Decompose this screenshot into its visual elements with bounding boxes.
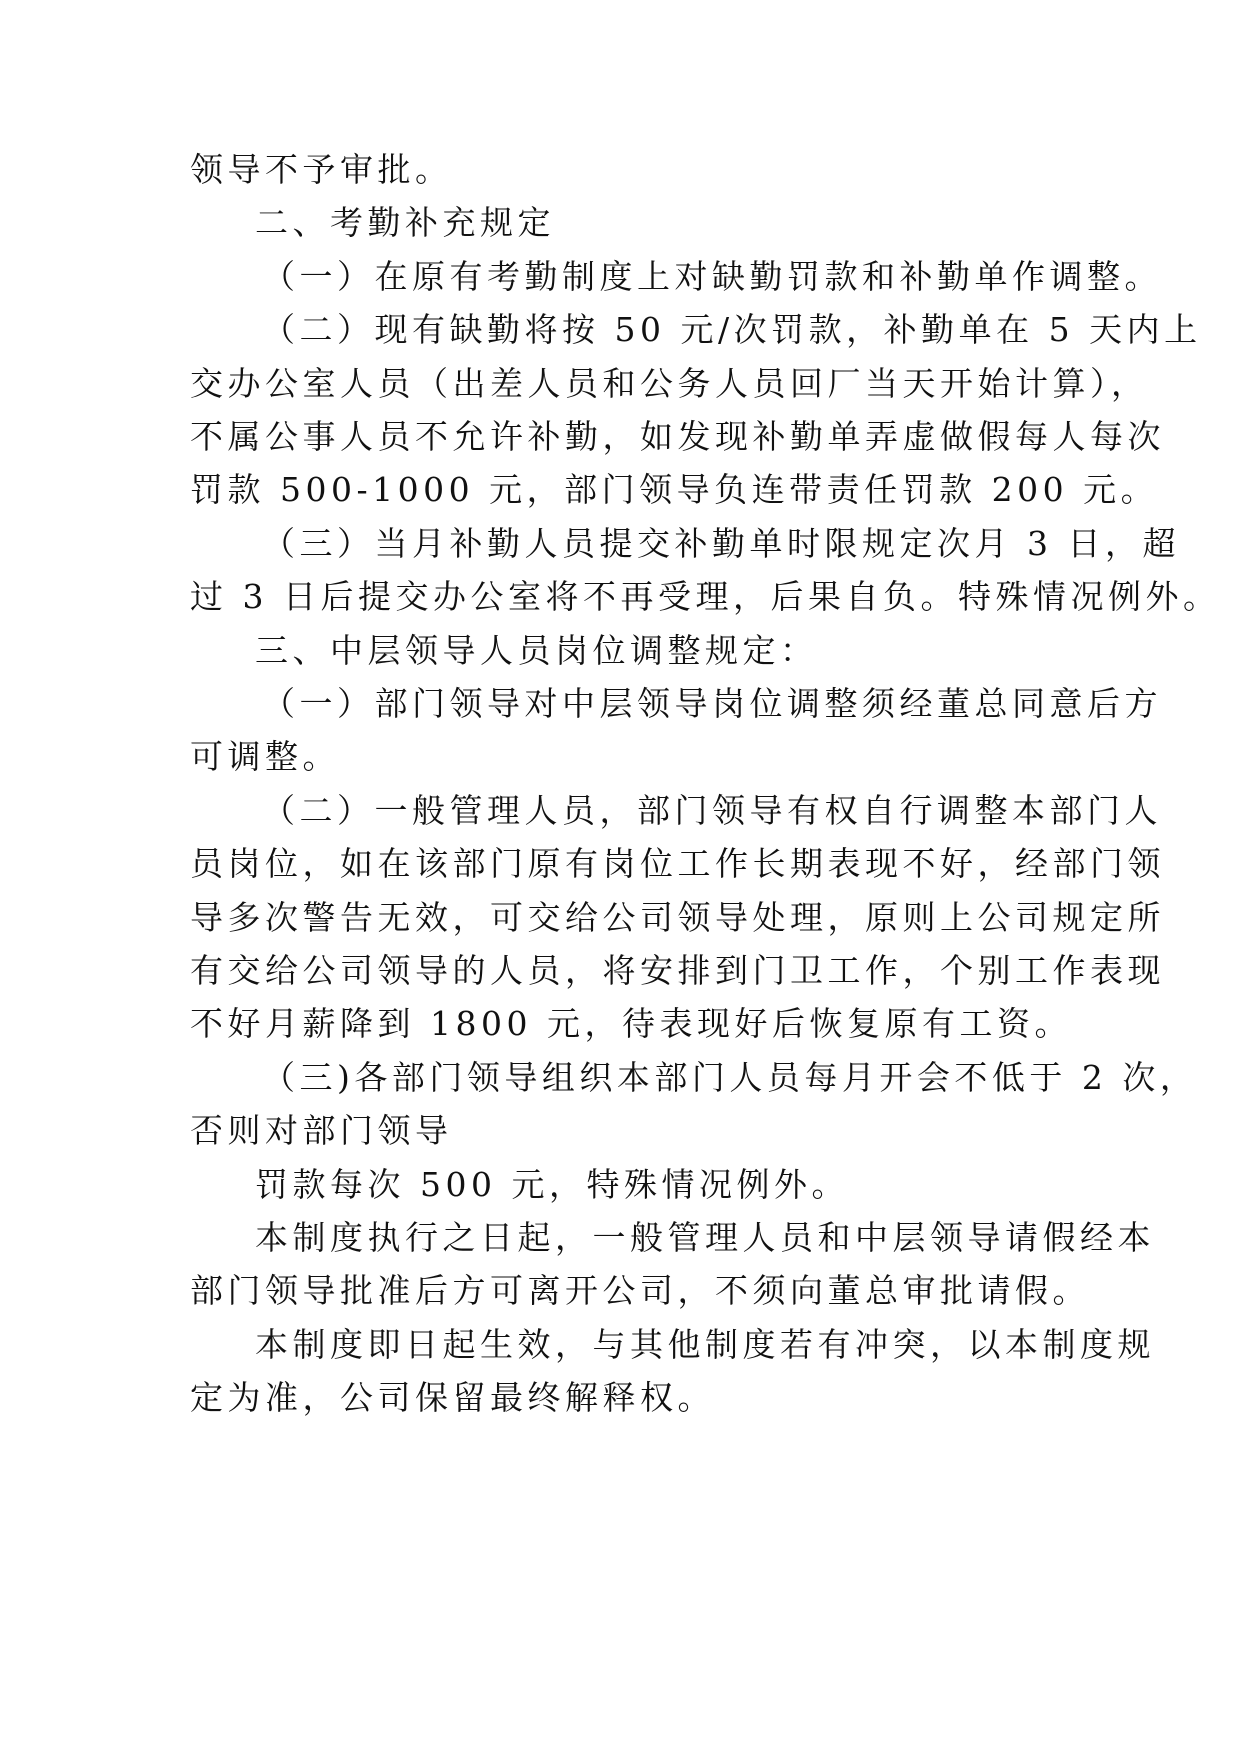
paragraph-line: 定为准，公司保留最终解释权。 bbox=[190, 1378, 715, 1417]
paragraph-line: 罚款 500-1000 元，部门领导负连带责任罚款 200 元。 bbox=[190, 470, 1159, 509]
paragraph-line: （二）现有缺勤将按 50 元/次罚款，补勤单在 5 天内上 bbox=[262, 310, 1202, 349]
paragraph-line: （一）部门领导对中层领导岗位调整须经董总同意后方 bbox=[262, 684, 1162, 723]
paragraph-line: （三)各部门领导组织本部门人员每月开会不低于 2 次， bbox=[262, 1058, 1198, 1097]
paragraph-line: 过 3 日后提交办公室将不再受理，后果自负。特殊情况例外。 bbox=[190, 577, 1221, 616]
paragraph-line: 交办公室人员（出差人员和公务人员回厂当天开始计算）， bbox=[190, 364, 1149, 403]
paragraph-line: 有交给公司领导的人员，将安排到门卫工作，个别工作表现 bbox=[190, 951, 1165, 990]
paragraph-line: 否则对部门领导 bbox=[190, 1111, 453, 1150]
paragraph-line: 可调整。 bbox=[190, 737, 340, 776]
paragraph-line: （二）一般管理人员，部门领导有权自行调整本部门人 bbox=[262, 791, 1162, 830]
paragraph-line: 领导不予审批。 bbox=[190, 150, 453, 189]
paragraph-line: 本制度执行之日起，一般管理人员和中层领导请假经本 bbox=[255, 1218, 1155, 1257]
paragraph-line: （三）当月补勤人员提交补勤单时限规定次月 3 日，超 bbox=[262, 524, 1180, 563]
paragraph-line: 不属公事人员不允许补勤，如发现补勤单弄虚做假每人每次 bbox=[190, 417, 1165, 456]
paragraph-line: 部门领导批准后方可离开公司，不须向董总审批请假。 bbox=[190, 1271, 1090, 1310]
paragraph-line: 不好月薪降到 1800 元，待表现好后恢复原有工资。 bbox=[190, 1004, 1072, 1043]
paragraph-line: 导多次警告无效，可交给公司领导处理，原则上公司规定所 bbox=[190, 898, 1165, 937]
paragraph-line: 罚款每次 500 元，特殊情况例外。 bbox=[255, 1165, 849, 1204]
paragraph-line: （一）在原有考勤制度上对缺勤罚款和补勤单作调整。 bbox=[262, 257, 1162, 296]
paragraph-line: 员岗位，如在该部门原有岗位工作长期表现不好，经部门领 bbox=[190, 844, 1165, 883]
section-heading-attendance: 二、考勤补充规定 bbox=[255, 203, 555, 242]
section-heading-position-adjustment: 三、中层领导人员岗位调整规定： bbox=[255, 631, 818, 670]
paragraph-line: 本制度即日起生效，与其他制度若有冲突，以本制度规 bbox=[255, 1325, 1155, 1364]
